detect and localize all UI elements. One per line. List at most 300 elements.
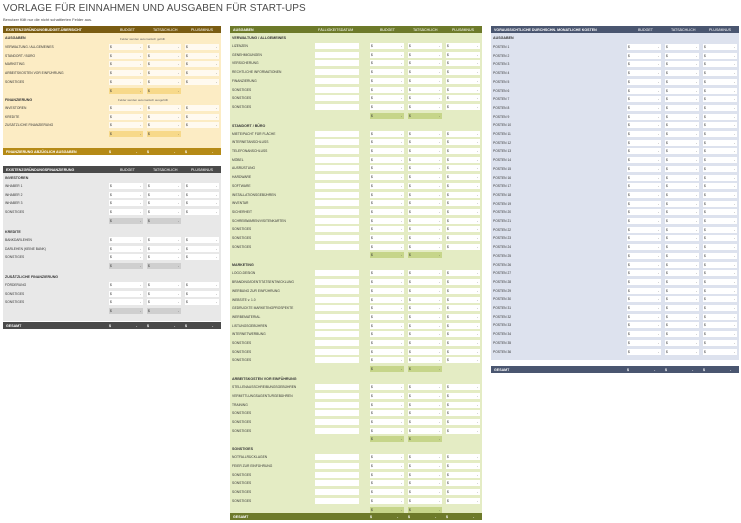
col-diff: PLUS/MINUS (191, 167, 213, 172)
actual-input[interactable] (147, 246, 181, 252)
due-date-input[interactable] (315, 323, 359, 329)
actual-input[interactable] (665, 131, 699, 137)
actual-input[interactable] (665, 305, 699, 311)
actual-input[interactable] (665, 314, 699, 320)
due-date-input[interactable] (315, 78, 359, 84)
budget-input[interactable] (370, 174, 404, 180)
budget-input[interactable] (627, 340, 661, 346)
actual-input[interactable] (665, 122, 699, 128)
currency-symbol: $ (409, 332, 411, 337)
budget-input[interactable] (370, 235, 404, 241)
actual-input[interactable] (147, 183, 181, 189)
actual-input[interactable] (665, 331, 699, 337)
value-dash: - (476, 490, 478, 495)
actual-input[interactable] (408, 52, 442, 58)
budget-input[interactable] (627, 122, 661, 128)
actual-input[interactable] (408, 192, 442, 198)
budget-input[interactable] (627, 114, 661, 120)
budget-input[interactable] (370, 244, 404, 250)
budget-input[interactable] (370, 314, 404, 320)
actual-input[interactable] (665, 105, 699, 111)
currency-symbol: $ (447, 192, 449, 197)
currency-symbol: $ (371, 227, 373, 232)
actual-input[interactable] (147, 192, 181, 198)
budget-input[interactable] (370, 323, 404, 329)
due-date-input[interactable] (315, 314, 359, 320)
budget-input[interactable] (627, 314, 661, 320)
due-date-input[interactable] (315, 410, 359, 416)
actual-input[interactable] (665, 244, 699, 250)
actual-input[interactable] (665, 340, 699, 346)
value-dash: - (400, 104, 402, 109)
actual-input[interactable] (408, 428, 442, 434)
due-date-input[interactable] (315, 419, 359, 425)
due-date-input[interactable] (315, 200, 359, 206)
actual-input[interactable] (408, 454, 442, 460)
actual-input[interactable] (408, 226, 442, 232)
due-date-input[interactable] (315, 489, 359, 495)
actual-input[interactable] (665, 262, 699, 268)
currency-symbol: $ (409, 183, 411, 188)
actual-input[interactable] (408, 104, 442, 110)
actual-input[interactable] (408, 402, 442, 408)
currency-symbol: $ (409, 464, 411, 468)
diff-cell (446, 270, 480, 276)
budget-input[interactable] (370, 95, 404, 101)
budget-input[interactable] (627, 166, 661, 172)
value-dash: - (177, 132, 179, 137)
budget-input[interactable] (370, 165, 404, 171)
actual-input[interactable] (408, 87, 442, 93)
actual-input[interactable] (408, 331, 442, 337)
budget-input[interactable] (370, 297, 404, 303)
budget-input[interactable] (627, 227, 661, 233)
value-dash: - (476, 192, 478, 197)
value-dash: - (733, 201, 735, 206)
value-dash: - (215, 106, 217, 110)
budget-input[interactable] (627, 279, 661, 285)
actual-input[interactable] (408, 165, 442, 171)
budget-input[interactable] (109, 254, 143, 260)
diff-cell (185, 246, 219, 252)
actual-input[interactable] (408, 95, 442, 101)
due-date-input[interactable] (315, 454, 359, 460)
budget-input[interactable] (627, 79, 661, 85)
monthly-item-label: POSTEN 23 (493, 236, 512, 241)
actual-input[interactable] (665, 183, 699, 189)
budget-input[interactable] (109, 183, 143, 189)
actual-input[interactable] (408, 393, 442, 399)
budget-input[interactable] (627, 349, 661, 355)
budget-input[interactable] (627, 235, 661, 241)
actual-input[interactable] (408, 235, 442, 241)
budget-input[interactable] (627, 175, 661, 181)
actual-input[interactable] (665, 79, 699, 85)
budget-input[interactable] (370, 288, 404, 294)
monthly-item-label: POSTEN 8 (493, 105, 510, 110)
budget-input[interactable] (627, 131, 661, 137)
due-date-input[interactable] (315, 305, 359, 311)
actual-input[interactable] (665, 70, 699, 76)
budget-input[interactable] (627, 105, 661, 111)
budget-input[interactable] (370, 139, 404, 145)
due-date-input[interactable] (315, 87, 359, 93)
currency-symbol: $ (628, 53, 630, 58)
actual-input[interactable] (665, 44, 699, 50)
budget-input[interactable] (370, 78, 404, 84)
due-date-input[interactable] (315, 235, 359, 241)
budget-input[interactable] (370, 454, 404, 460)
currency-symbol: $ (628, 62, 630, 67)
budget-input[interactable] (627, 209, 661, 215)
budget-input[interactable] (370, 349, 404, 355)
actual-input[interactable] (408, 148, 442, 154)
budget-input[interactable] (370, 428, 404, 434)
currency-symbol: $ (628, 253, 630, 258)
due-date-input[interactable] (315, 226, 359, 232)
diff-cell (185, 44, 219, 50)
monthly-item-label: POSTEN 12 (493, 140, 512, 145)
actual-input[interactable] (665, 88, 699, 94)
budget-input[interactable] (370, 463, 404, 469)
actual-input[interactable] (665, 148, 699, 154)
value-dash: - (695, 279, 697, 284)
due-date-input[interactable] (315, 498, 359, 504)
actual-input[interactable] (408, 200, 442, 206)
actual-input[interactable] (147, 237, 181, 243)
budget-input[interactable] (370, 226, 404, 232)
due-date-input[interactable] (315, 472, 359, 478)
section-sonstiges: SONSTIGES (232, 447, 253, 452)
due-date-input[interactable] (315, 402, 359, 408)
budget-input[interactable] (627, 88, 661, 94)
actual-input[interactable] (408, 288, 442, 294)
actual-input[interactable] (147, 209, 181, 215)
actual-input[interactable] (408, 43, 442, 49)
value-dash: - (177, 53, 179, 58)
budget-input[interactable] (370, 43, 404, 49)
actual-input[interactable] (665, 235, 699, 241)
actual-input[interactable] (147, 299, 181, 305)
col-actual: TATSÄCHLICH (153, 167, 178, 172)
actual-input[interactable] (408, 357, 442, 363)
value-dash: - (733, 71, 735, 76)
due-date-input[interactable] (315, 270, 359, 276)
value-dash: - (695, 140, 697, 145)
budget-input[interactable] (370, 402, 404, 408)
due-date-input[interactable] (315, 43, 359, 49)
due-date-input[interactable] (315, 357, 359, 363)
actual-input[interactable] (408, 349, 442, 355)
actual-input[interactable] (408, 305, 442, 311)
diff-cell (446, 200, 480, 206)
actual-input[interactable] (408, 131, 442, 137)
actual-input[interactable] (408, 279, 442, 285)
budget-input[interactable] (109, 299, 143, 305)
budget-input[interactable] (370, 200, 404, 206)
budget-input[interactable] (627, 61, 661, 67)
actual-input[interactable] (408, 183, 442, 189)
actual-input[interactable] (665, 166, 699, 172)
budget-input[interactable] (627, 270, 661, 276)
diff-cell (446, 489, 480, 495)
value-dash: - (476, 218, 478, 223)
actual-input[interactable] (408, 463, 442, 469)
budget-input[interactable] (627, 244, 661, 250)
diff-cell (703, 288, 737, 294)
budget-input[interactable] (370, 489, 404, 495)
budget-input[interactable] (370, 270, 404, 276)
actual-input[interactable] (408, 174, 442, 180)
value-dash: - (400, 192, 402, 197)
budget-input[interactable] (370, 340, 404, 346)
actual-input[interactable] (408, 480, 442, 486)
actual-input[interactable] (665, 270, 699, 276)
budget-input[interactable] (370, 157, 404, 163)
value-dash: - (657, 279, 659, 284)
actual-input[interactable] (408, 157, 442, 163)
budget-input[interactable] (627, 288, 661, 294)
actual-input[interactable] (408, 323, 442, 329)
budget-input[interactable] (109, 192, 143, 198)
actual-input[interactable] (665, 296, 699, 302)
actual-input[interactable] (408, 410, 442, 416)
expense-item-label: BRANDING/IDENTITÄTSENTWICKLUNG (232, 280, 294, 285)
due-date-input[interactable] (315, 279, 359, 285)
expense-item-label: SONSTIGES (232, 244, 252, 249)
total-label: GESAMT (6, 323, 22, 328)
actual-input[interactable] (147, 254, 181, 260)
budget-input[interactable] (370, 384, 404, 390)
currency-symbol: $ (447, 419, 449, 424)
budget-input[interactable] (370, 52, 404, 58)
due-date-input[interactable] (315, 104, 359, 110)
actual-input[interactable] (665, 253, 699, 259)
budget-input[interactable] (627, 331, 661, 337)
budget-input[interactable] (627, 322, 661, 328)
budget-input[interactable] (370, 357, 404, 363)
actual-input[interactable] (408, 472, 442, 478)
expense-item-label: SICHERHEIT (232, 209, 252, 214)
actual-input[interactable] (408, 314, 442, 320)
budget-input[interactable] (370, 192, 404, 198)
due-date-input[interactable] (315, 139, 359, 145)
due-date-input[interactable] (315, 349, 359, 355)
budget-input[interactable] (370, 104, 404, 110)
value-dash: - (657, 175, 659, 180)
value-dash: - (177, 184, 179, 188)
due-date-input[interactable] (315, 157, 359, 163)
actual-input[interactable] (665, 322, 699, 328)
budget-input[interactable] (370, 279, 404, 285)
due-date-input[interactable] (315, 52, 359, 58)
actual-input[interactable] (665, 201, 699, 207)
currency-symbol: $ (371, 507, 373, 512)
budget-input[interactable] (370, 410, 404, 416)
due-date-input[interactable] (315, 384, 359, 390)
budget-input[interactable] (370, 472, 404, 478)
value-dash: - (476, 349, 478, 354)
value-dash: - (657, 271, 659, 276)
actual-input[interactable] (147, 291, 181, 297)
actual-input[interactable] (408, 139, 442, 145)
actual-cell (147, 53, 181, 59)
due-date-input[interactable] (315, 165, 359, 171)
due-date-input[interactable] (315, 428, 359, 434)
actual-input[interactable] (408, 218, 442, 224)
budget-input[interactable] (627, 70, 661, 76)
budget-input[interactable] (627, 53, 661, 59)
actual-input[interactable] (408, 340, 442, 346)
budget-input[interactable] (627, 96, 661, 102)
actual-input[interactable] (408, 270, 442, 276)
actual-input[interactable] (665, 218, 699, 224)
budget-input[interactable] (109, 282, 143, 288)
due-date-input[interactable] (315, 95, 359, 101)
actual-input[interactable] (665, 175, 699, 181)
value-dash: - (733, 192, 735, 197)
budget-input[interactable] (370, 131, 404, 137)
actual-input[interactable] (408, 419, 442, 425)
col-actual: TATSÄCHLICH (413, 27, 438, 32)
budget-input[interactable] (370, 87, 404, 93)
currency-symbol: $ (110, 237, 112, 242)
budget-input[interactable] (109, 209, 143, 215)
budget-input[interactable] (627, 218, 661, 224)
budget-input[interactable] (370, 60, 404, 66)
actual-input[interactable] (408, 297, 442, 303)
value-dash: - (400, 332, 402, 337)
actual-input[interactable] (408, 244, 442, 250)
actual-input[interactable] (665, 288, 699, 294)
budget-input[interactable] (627, 157, 661, 163)
due-date-input[interactable] (315, 288, 359, 294)
diff-cell (703, 209, 737, 215)
actual-input[interactable] (665, 96, 699, 102)
budget-input[interactable] (109, 200, 143, 206)
due-date-input[interactable] (315, 183, 359, 189)
actual-input[interactable] (408, 209, 442, 215)
budget-input[interactable] (627, 305, 661, 311)
value-dash: - (657, 62, 659, 67)
value-dash: - (139, 106, 141, 110)
actual-input[interactable] (665, 227, 699, 233)
currency-symbol: $ (371, 104, 373, 109)
due-date-input[interactable] (315, 174, 359, 180)
actual-input[interactable] (665, 192, 699, 198)
total-dash: - (136, 149, 138, 154)
currency-symbol: $ (409, 253, 411, 258)
value-dash: - (438, 490, 440, 495)
budget-input[interactable] (627, 296, 661, 302)
total-currency: $ (408, 514, 410, 519)
budget-input[interactable] (627, 183, 661, 189)
currency-symbol: $ (447, 323, 449, 328)
currency-symbol: $ (148, 291, 150, 296)
actual-input[interactable] (408, 78, 442, 84)
budget-input[interactable] (627, 148, 661, 154)
currency-symbol: $ (186, 53, 188, 58)
total-label: GESAMT (494, 367, 510, 372)
actual-input[interactable] (665, 53, 699, 59)
currency-symbol: $ (186, 237, 188, 242)
budget-input[interactable] (627, 201, 661, 207)
due-date-input[interactable] (315, 244, 359, 250)
currency-symbol: $ (666, 45, 668, 49)
due-date-input[interactable] (315, 331, 359, 337)
due-date-input[interactable] (315, 60, 359, 66)
budget-input[interactable] (627, 140, 661, 146)
budget-input[interactable] (109, 246, 143, 252)
actual-input[interactable] (408, 498, 442, 504)
due-date-input[interactable] (315, 393, 359, 399)
actual-input[interactable] (665, 140, 699, 146)
value-dash: - (657, 105, 659, 110)
due-date-input[interactable] (315, 297, 359, 303)
actual-input[interactable] (665, 157, 699, 163)
due-date-input[interactable] (315, 69, 359, 75)
due-date-input[interactable] (315, 192, 359, 198)
due-date-input[interactable] (315, 218, 359, 224)
currency-symbol: $ (704, 88, 706, 93)
budget-input[interactable] (627, 262, 661, 268)
budget-input[interactable] (627, 192, 661, 198)
actual-input[interactable] (665, 279, 699, 285)
diff-cell (446, 297, 480, 303)
actual-input[interactable] (408, 384, 442, 390)
value-dash: - (400, 183, 402, 188)
currency-symbol: $ (148, 192, 150, 197)
budget-input[interactable] (370, 148, 404, 154)
budget-input[interactable] (627, 44, 661, 50)
due-date-input[interactable] (315, 209, 359, 215)
currency-symbol: $ (371, 419, 373, 424)
budget-input[interactable] (370, 305, 404, 311)
value-dash: - (139, 62, 141, 67)
actual-input[interactable] (665, 349, 699, 355)
budget-input[interactable] (370, 69, 404, 75)
actual-input[interactable] (665, 114, 699, 120)
budget-input[interactable] (109, 291, 143, 297)
budget-input[interactable] (370, 331, 404, 337)
actual-input[interactable] (408, 489, 442, 495)
budget-input[interactable] (109, 237, 143, 243)
total-dash: - (397, 514, 399, 519)
budget-input[interactable] (370, 498, 404, 504)
budget-input[interactable] (627, 253, 661, 259)
budget-input[interactable] (370, 218, 404, 224)
budget-input[interactable] (370, 419, 404, 425)
due-date-input[interactable] (315, 480, 359, 486)
due-date-input[interactable] (315, 131, 359, 137)
actual-input[interactable] (408, 69, 442, 75)
actual-input[interactable] (147, 282, 181, 288)
budget-input[interactable] (370, 209, 404, 215)
actual-input[interactable] (665, 61, 699, 67)
due-date-input[interactable] (315, 463, 359, 469)
due-date-input[interactable] (315, 148, 359, 154)
value-dash: - (139, 291, 141, 296)
currency-symbol: $ (409, 78, 411, 83)
currency-symbol: $ (628, 332, 630, 337)
budget-input[interactable] (370, 183, 404, 189)
budget-input[interactable] (370, 393, 404, 399)
due-date-input[interactable] (315, 340, 359, 346)
budget-input[interactable] (370, 480, 404, 486)
actual-input[interactable] (408, 60, 442, 66)
actual-input[interactable] (665, 209, 699, 215)
actual-input[interactable] (147, 200, 181, 206)
